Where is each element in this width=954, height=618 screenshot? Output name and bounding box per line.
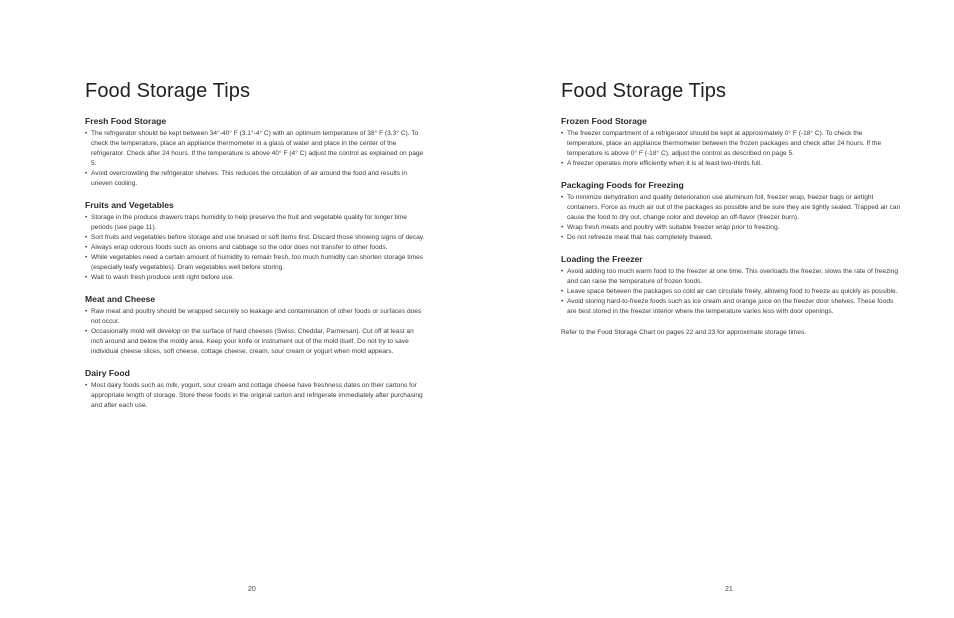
page-title: Food Storage Tips xyxy=(85,80,251,102)
storage-chart-note: Refer to the Food Storage Chart on pages 22 and 23 for approximate storage times. xyxy=(561,329,807,336)
section-heading: Packaging Foods for Freezing xyxy=(561,180,684,190)
section-heading: Loading the Freezer xyxy=(561,254,643,264)
page-number: 20 xyxy=(248,586,256,593)
left-page-content xyxy=(85,78,425,422)
section-heading: Meat and Cheese xyxy=(85,294,156,304)
list-item: • Avoid storing hard-to-freeze foods such as ice cream and orange juice on the freezer door shelves. These foods are best stored in the freezer interior where the temperature varies less with door openings. xyxy=(561,297,901,317)
list-item: • Do not refreeze meat that has completely thawed. xyxy=(561,233,901,243)
bullet-list xyxy=(561,193,901,243)
list-item: • Wait to wash fresh produce until right before use. xyxy=(85,273,425,283)
list-item: • A freezer operates more efficiently when it is at least two-thirds full. xyxy=(561,159,901,169)
section-meat-and-cheese xyxy=(85,294,425,357)
list-item: • Avoid adding too much warm food to the freezer at one time. This overloads the freezer, slows the rate of freezing and can raise the temperature of frozen foods. xyxy=(561,267,901,287)
section-heading: Fresh Food Storage xyxy=(85,116,167,126)
list-item: • The refrigerator should be kept between 34°-40° F (3.1°-4° C) with an optimum temperature of 38° F (3.3° C). To check the temperature, place an appliance thermometer in a glass of water and place in the center of the refrigerator. Check after 24 hours. If the temperature is above 40° F (4° C) adjust the control as explained on page 5. xyxy=(85,129,425,169)
section-frozen-food-storage xyxy=(561,116,901,169)
right-page-content xyxy=(561,78,901,345)
section-packaging-foods-for-freezing xyxy=(561,180,901,243)
list-item: • Raw meat and poultry should be wrapped securely so leakage and contamination of other foods or surfaces does not occur. xyxy=(85,307,425,327)
list-item: • While vegetables need a certain amount of humidity to remain fresh, too much humidity can shorten storage times (especially leafy vegetables). Drain vegetables well before storing. xyxy=(85,253,425,273)
list-item: • Wrap fresh meats and poultry with suitable freezer wrap prior to freezing. xyxy=(561,223,901,233)
list-item: • Leave space between the packages so cold air can circulate freely, allowing food to freeze as quickly as possible. xyxy=(561,287,901,297)
right-page xyxy=(477,0,954,618)
section-heading: Dairy Food xyxy=(85,368,130,378)
list-item: • To minimize dehydration and quality deterioration use aluminum foil, freezer wrap, freezer bags or airtight containers. Force as much air out of the packages as possible and be sure they are tightly sealed. Trapped air can cause the food to dry out, change color and develop an off-flavor (freezer burn). xyxy=(561,193,901,223)
section-heading: Frozen Food Storage xyxy=(561,116,647,126)
bullet-list xyxy=(561,267,901,317)
list-item: • Sort fruits and vegetables before storage and use bruised or soft items first. Discard those showing signs of decay. xyxy=(85,233,425,243)
list-item: • Storage in the produce drawers traps humidity to help preserve the fruit and vegetable quality for longer time periods (see page 11). xyxy=(85,213,425,233)
bullet-list xyxy=(561,129,901,169)
page-title: Food Storage Tips xyxy=(561,80,727,102)
list-item: • The freezer compartment of a refrigerator should be kept at approximately 0° F (-18° C). To check the temperature, place an appliance thermometer between the frozen packages and check after 24 hours. If the temperature is above 0° F (-18° C), adjust the control as described on page 5. xyxy=(561,129,901,159)
list-item: • Occasionally mold will develop on the surface of hard cheeses (Swiss, Cheddar, Parmesan). Cut off at least an inch around and below the moldy area. Keep your knife or instrument out of the mold itself. Do not try to save individual cheese slices, soft cheese, cottage cheese, cream, sour cream or yogurt when mold appears. xyxy=(85,327,425,357)
bullet-list xyxy=(85,213,425,283)
bullet-list xyxy=(85,381,425,411)
list-item: • Most dairy foods such as milk, yogurt, sour cream and cottage cheese have freshness dates on their cartons for appropriate length of storage. Store these foods in the original carton and refrigerate immediately after purchasing and after each use. xyxy=(85,381,425,411)
section-loading-the-freezer xyxy=(561,254,901,317)
list-item: • Always wrap odorous foods such as onions and cabbage so the odor does not transfer to other foods. xyxy=(85,243,425,253)
section-fruits-and-vegetables xyxy=(85,200,425,283)
page-number: 21 xyxy=(725,586,733,593)
section-dairy-food xyxy=(85,368,425,411)
bullet-list xyxy=(85,307,425,357)
section-fresh-food-storage xyxy=(85,116,425,189)
list-item: • Avoid overcrowding the refrigerator shelves. This reduces the circulation of air around the food and results in uneven cooling. xyxy=(85,169,425,189)
bullet-list xyxy=(85,129,425,189)
section-heading: Fruits and Vegetables xyxy=(85,200,174,210)
